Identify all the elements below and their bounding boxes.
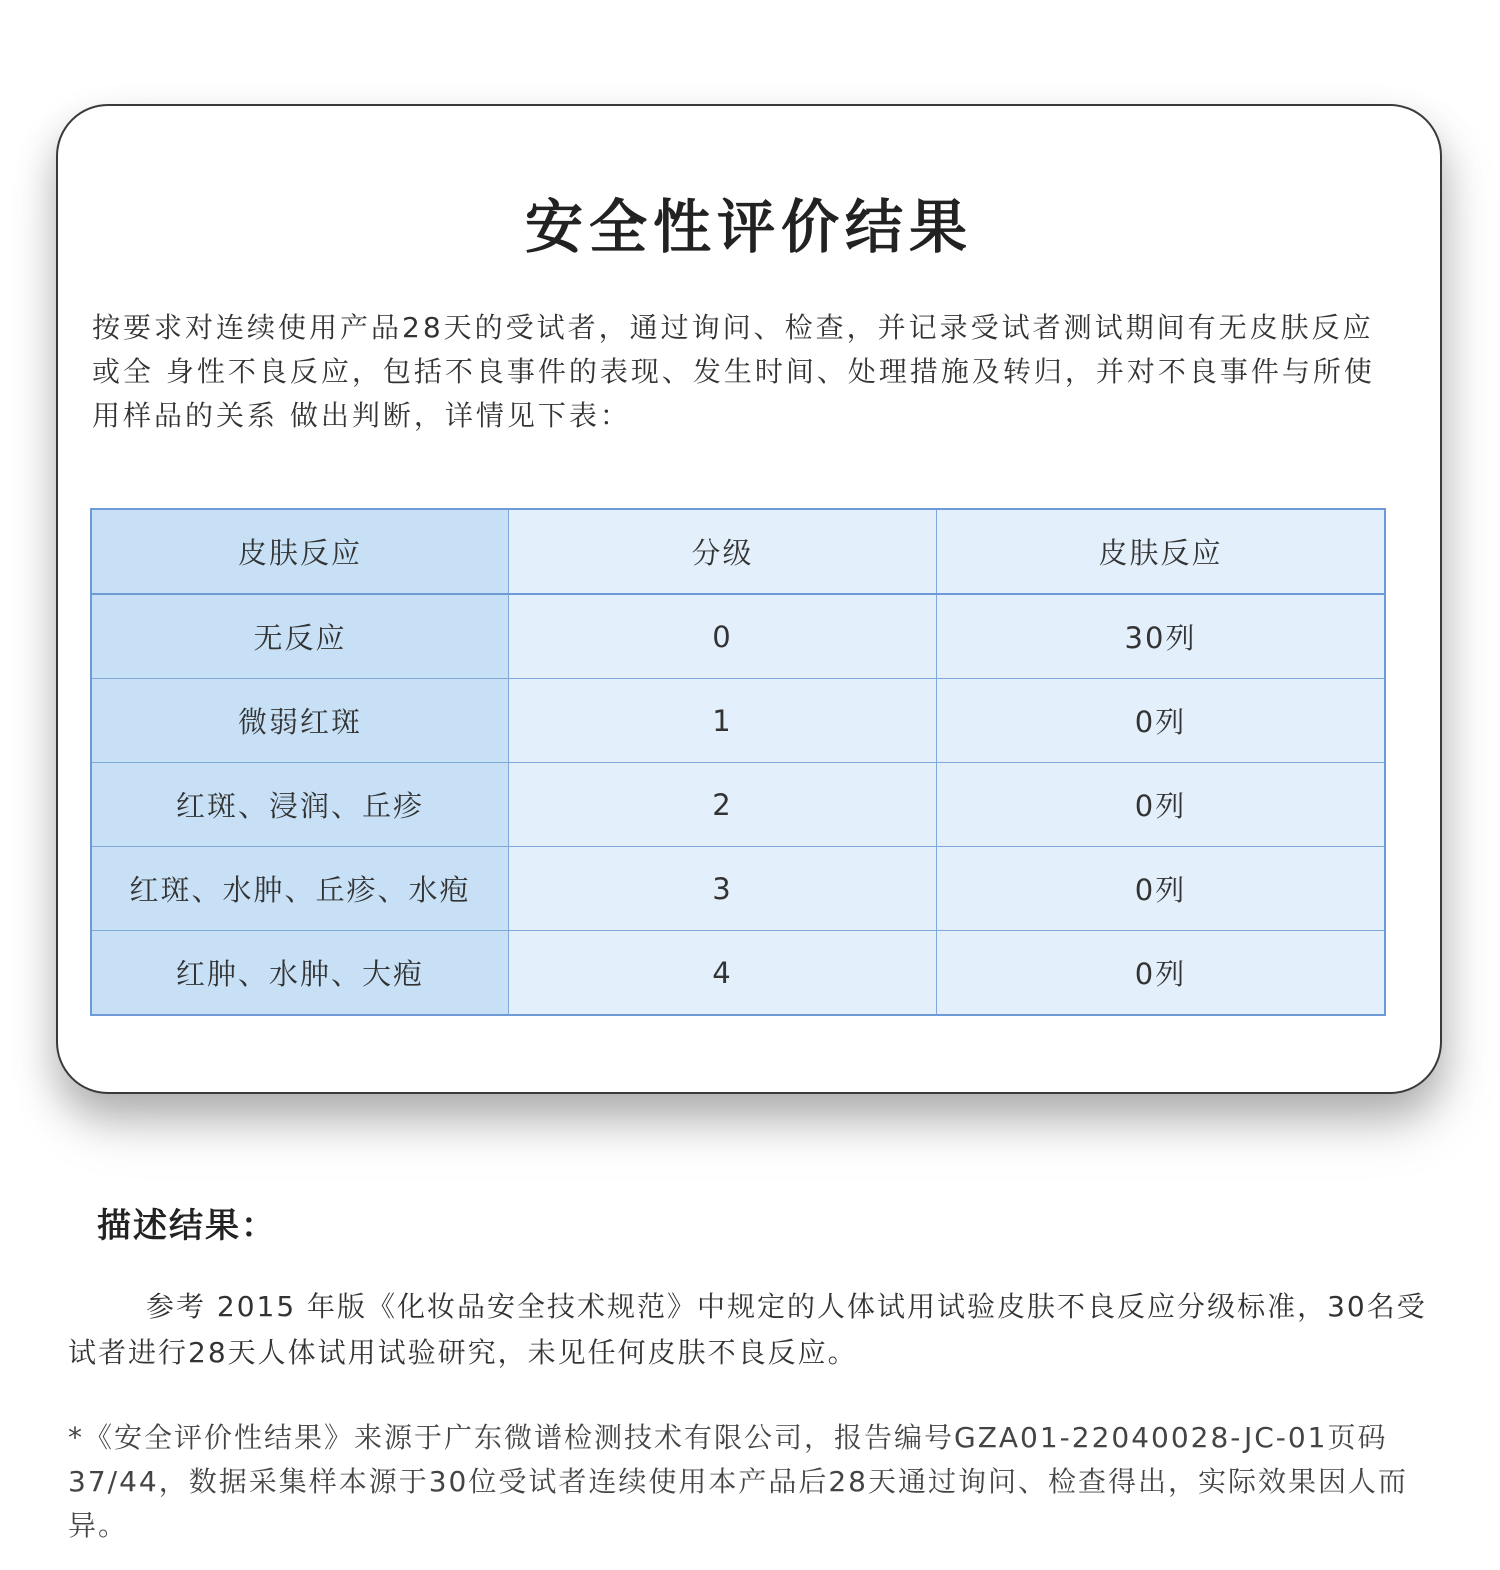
table-row	[91, 847, 1385, 931]
table-header-row	[91, 509, 1385, 594]
grade-cell: 0	[509, 594, 937, 679]
intro-paragraph: 按要求对连续使用产品28天的受试者，通过询问、检查，并记录受试者测试期间有无皮肤反应或全 身性不良反应，包括不良事件的表现、发生时间、处理措施及转归，并对不良事件与所使用样品的关系 做出判断，详情见下表：	[92, 311, 1375, 432]
description-text: 参考 2015 年版《化妆品安全技术规范》中规定的人体试用试验皮肤不良反应分级标准，30名受试者进行28天人体试用试验研究，未见任何皮肤不良反应。	[68, 1290, 1427, 1369]
source-footnote: *《安全评价性结果》来源于广东微谱检测技术有限公司，报告编号GZA01-22040028-JC-01页码37/44，数据采集样本源于30位受试者连续使用本产品后28天通过询问、检查得出，实际效果因人而异。	[68, 1421, 1408, 1542]
table-row	[91, 763, 1385, 847]
card-title: 安全性评价结果	[524, 193, 973, 261]
grade-cell: 1	[509, 679, 937, 763]
table-row	[91, 679, 1385, 763]
header-grade: 分级	[509, 509, 937, 594]
grade-cell: 3	[509, 847, 937, 931]
count-cell: 0列	[937, 931, 1386, 1016]
table-row	[91, 931, 1385, 1016]
reaction-cell: 微弱红斑	[91, 679, 509, 763]
count-cell: 0列	[937, 847, 1386, 931]
grade-cell: 2	[509, 763, 937, 847]
count-cell: 0列	[937, 763, 1386, 847]
grade-cell: 4	[509, 931, 937, 1016]
reaction-cell: 红肿、水肿、大疱	[91, 931, 509, 1016]
table-row	[91, 594, 1385, 679]
header-skin-reaction-count: 皮肤反应	[937, 509, 1386, 594]
reaction-cell: 红斑、浸润、丘疹	[91, 763, 509, 847]
reaction-cell: 无反应	[91, 594, 509, 679]
count-cell: 0列	[937, 679, 1386, 763]
skin-reaction-table	[90, 508, 1386, 1016]
header-skin-reaction: 皮肤反应	[91, 509, 509, 594]
description-title: 描述结果：	[97, 1206, 277, 1246]
count-cell: 30列	[937, 594, 1386, 679]
result-card	[56, 104, 1442, 1094]
reaction-cell: 红斑、水肿、丘疹、水疱	[91, 847, 509, 931]
